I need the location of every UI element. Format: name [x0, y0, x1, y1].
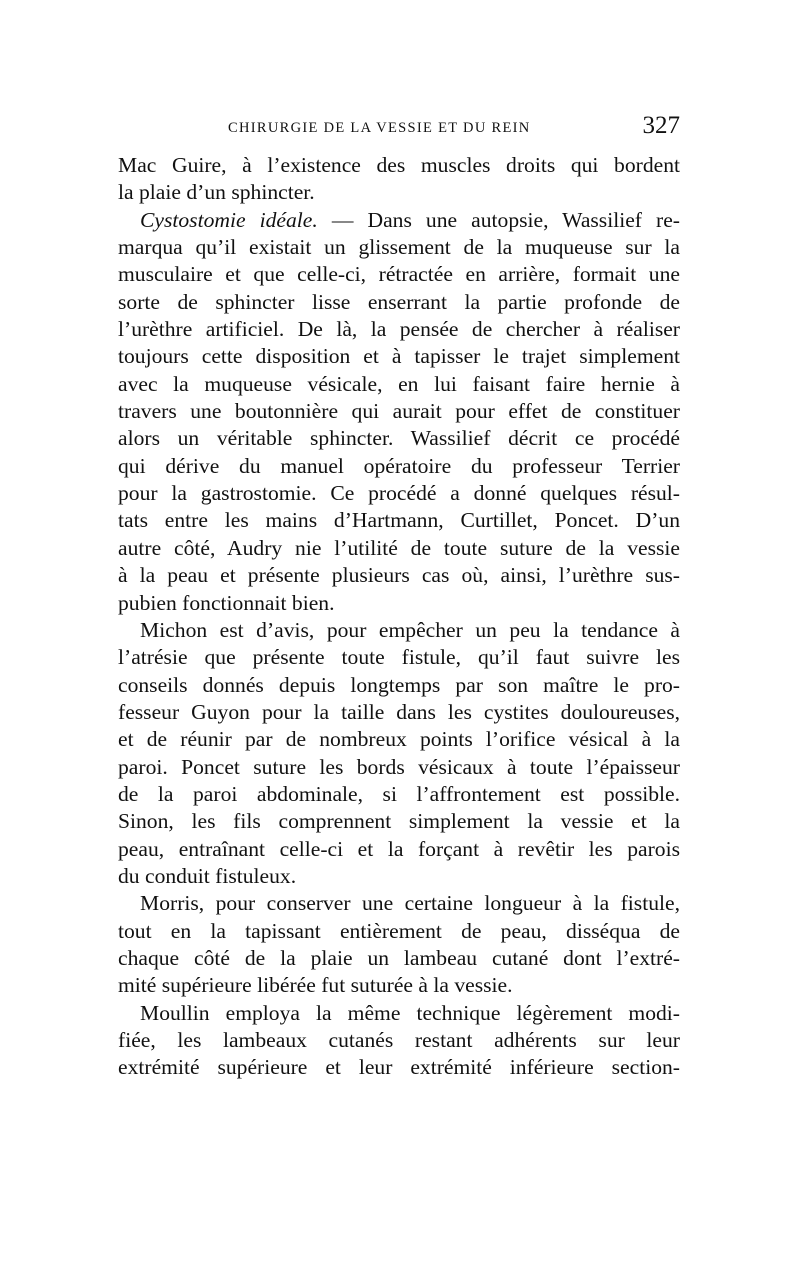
text-line: [118, 672, 680, 699]
text-line: [118, 261, 680, 288]
line-text: travers une boutonnière qui aurait pour effet de constituer: [118, 399, 680, 424]
line-text: pubien fonctionnait bien.: [118, 590, 335, 615]
text-line: [118, 179, 680, 206]
section-heading: Cystostomie idéale.: [140, 207, 318, 232]
text-line: [118, 234, 680, 261]
text-line: [118, 316, 680, 343]
line-text: fesseur Guyon pour la taille dans les cystites douloureuses,: [118, 699, 680, 724]
line-text: l’urèthre artificiel. De là, la pensée de chercher à réaliser: [118, 317, 680, 342]
line-text: avec la muqueuse vésicale, en lui faisant faire hernie à: [118, 371, 680, 396]
line-text: paroi. Poncet suture les bords vésicaux à toute l’épaisseur: [118, 754, 680, 779]
text-line: [118, 781, 680, 808]
line-text: Mac Guire, à l’existence des muscles droits qui bordent: [118, 153, 680, 177]
line-text: alors un véritable sphincter. Wassilief décrit ce procédé: [118, 426, 680, 451]
paragraph: [118, 890, 680, 999]
text-line: [118, 453, 680, 480]
page-number: 327: [642, 112, 680, 139]
text-line: [118, 972, 680, 999]
text-line: [118, 1000, 680, 1027]
line-text: Moullin employa la même technique légèrement modi-: [140, 1000, 680, 1025]
line-text: qui dérive du manuel opératoire du professeur Terrier: [118, 453, 680, 478]
line-text: tats entre les mains d’Hartmann, Curtillet, Poncet. D’un: [118, 508, 680, 533]
text-line: [118, 371, 680, 398]
text-line: [118, 836, 680, 863]
text-line: [118, 207, 680, 234]
line-text: sorte de sphincter lisse enserrant la partie profonde de: [118, 289, 680, 314]
line-text: peau, entraînant celle-ci et la forçant à revêtir les parois: [118, 836, 680, 861]
text-line: [118, 289, 680, 316]
line-text: de la paroi abdominale, si l’affrontement est possible.: [118, 781, 680, 806]
text-line: [118, 480, 680, 507]
book-page: [118, 112, 680, 1082]
text-line: [118, 507, 680, 534]
line-text: à la peau et présente plusieurs cas où, ainsi, l’urèthre sus-: [118, 563, 680, 588]
text-line: [118, 808, 680, 835]
running-title: CHIRURGIE DE LA VESSIE ET DU REIN: [228, 120, 531, 136]
line-text: tout en la tapissant entièrement de peau, disséqua de: [118, 918, 680, 943]
body-text: [118, 152, 680, 1082]
line-text: conseils donnés depuis longtemps par son maître le pro-: [118, 672, 680, 697]
line-text: toujours cette disposition et à tapisser le trajet simplement: [118, 344, 680, 369]
text-line: [118, 1054, 680, 1081]
text-line: [118, 945, 680, 972]
text-line: [118, 644, 680, 671]
paragraph: [118, 617, 680, 890]
running-head: [118, 112, 680, 152]
line-text: du conduit fistuleux.: [118, 863, 297, 888]
text-line: [118, 425, 680, 452]
text-line: [118, 343, 680, 370]
text-line: [118, 863, 680, 890]
line-text: chaque côté de la plaie un lambeau cutané dont l’extré-: [118, 945, 680, 970]
paragraph: [118, 207, 680, 617]
line-text: mité supérieure libérée fut suturée à la vessie.: [118, 973, 513, 998]
text-line: [118, 152, 680, 179]
text-line: [118, 562, 680, 589]
paragraph: [118, 152, 680, 207]
line-text: la plaie d’un sphincter.: [118, 180, 315, 205]
text-line: [118, 535, 680, 562]
text-line: [118, 918, 680, 945]
line-text: Sinon, les fils comprennent simplement la vessie et la: [118, 809, 680, 834]
line-text: extrémité supérieure et leur extrémité inférieure section-: [118, 1055, 680, 1080]
line-text: — Dans une autopsie, Wassilief re-: [317, 207, 680, 232]
line-text: l’atrésie que présente toute fistule, qu’il faut suivre les: [118, 645, 680, 670]
text-line: [118, 890, 680, 917]
line-text: pour la gastrostomie. Ce procédé a donné quelques résul-: [118, 481, 680, 506]
line-text: fiée, les lambeaux cutanés restant adhérents sur leur: [118, 1028, 680, 1052]
text-line: [118, 1027, 680, 1054]
text-line: [118, 699, 680, 726]
text-line: [118, 754, 680, 781]
line-text: autre côté, Audry nie l’utilité de toute suture de la vessie: [118, 535, 680, 560]
text-line: [118, 590, 680, 617]
paragraph: [118, 1000, 680, 1082]
line-text: et de réunir par de nombreux points l’orifice vésical à la: [118, 727, 680, 752]
line-text: marqua qu’il existait un glissement de la muqueuse sur la: [118, 235, 680, 260]
line-text: Michon est d’avis, pour empêcher un peu la tendance à: [140, 617, 680, 642]
text-line: [118, 617, 680, 644]
text-line: [118, 726, 680, 753]
line-text: musculaire et que celle-ci, rétractée en arrière, formait une: [118, 262, 680, 287]
text-line: [118, 398, 680, 425]
line-text: Morris, pour conserver une certaine longueur à la fistule,: [140, 891, 680, 916]
